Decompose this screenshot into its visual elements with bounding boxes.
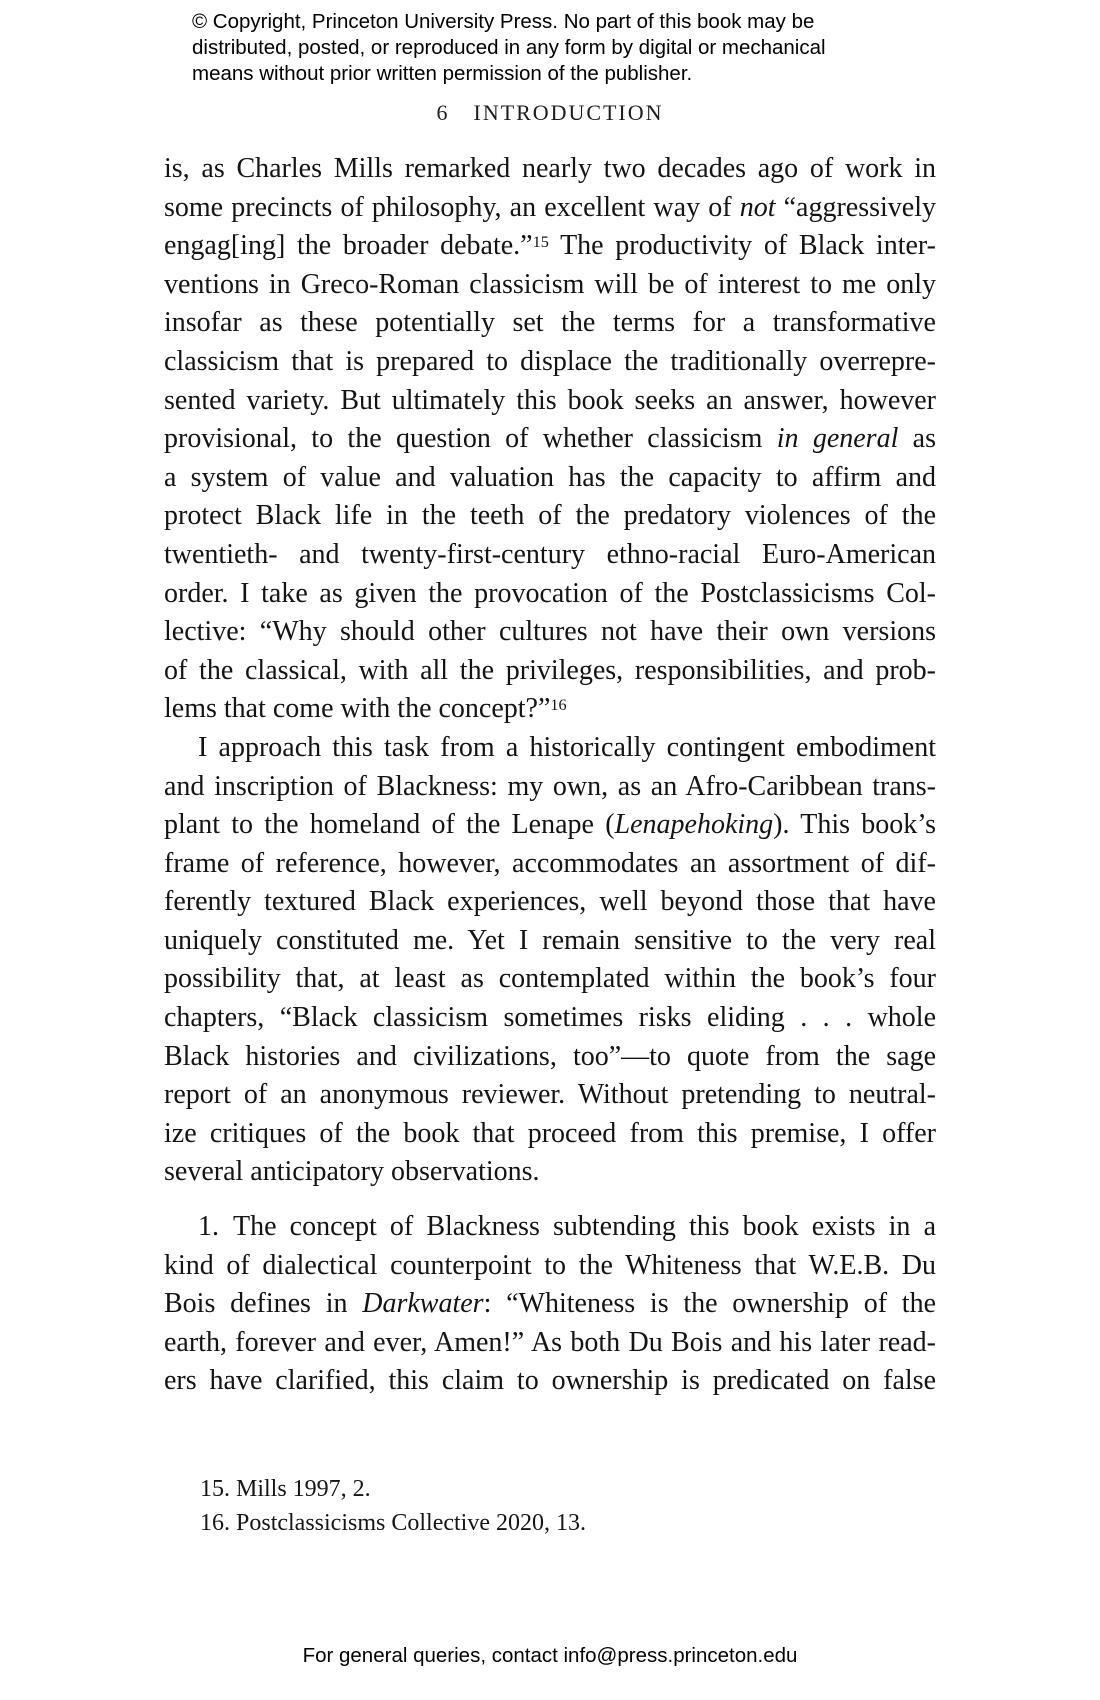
text-line xyxy=(164,536,936,575)
text-segment: chapters, “Black classicism sometimes risks eliding . . . whole xyxy=(164,1002,936,1034)
text-segment: I approach this task from a historically contingent embodiment xyxy=(198,731,936,763)
text-line xyxy=(164,1153,936,1192)
text-line xyxy=(164,845,936,884)
text-segment: Bois defines in xyxy=(164,1288,363,1320)
text-line xyxy=(164,189,936,228)
text-segment: ize critiques of the book that proceed from this premise, I offer xyxy=(164,1117,936,1149)
text-segment: insofar as these potentially set the terms for a transformative xyxy=(164,307,936,339)
text-line xyxy=(164,1324,936,1363)
body-text xyxy=(164,150,936,1401)
paragraph xyxy=(164,729,936,1192)
text-line xyxy=(164,227,936,266)
text-line xyxy=(164,960,936,999)
text-segment: frame of reference, however, accommodates an assortment of dif- xyxy=(164,847,936,879)
copyright-line: means without prior written permission of the publisher. xyxy=(192,61,693,85)
text-segment: several anticipatory observations. xyxy=(164,1156,540,1188)
footnote-marker: 15 xyxy=(532,232,549,251)
text-segment: order. I take as given the provocation of the Postclassicisms Col- xyxy=(164,577,936,609)
paragraph xyxy=(164,150,936,729)
text-segment: and inscription of Blackness: my own, as an Afro-Caribbean trans- xyxy=(164,770,936,802)
italic-text: Darkwater xyxy=(362,1288,484,1320)
text-segment: possibility that, at least as contemplated within the book’s four xyxy=(164,963,936,995)
text-line xyxy=(164,999,936,1038)
text-segment: uniquely constituted me. Yet I remain sensitive to the very real xyxy=(164,924,936,956)
text-line xyxy=(164,304,936,343)
text-segment: report of an anonymous reviewer. Without pretending to neutral- xyxy=(164,1079,936,1111)
text-segment: of the classical, with all the privileges, responsibilities, and prob- xyxy=(164,654,936,686)
text-line xyxy=(164,883,936,922)
text-segment: protect Black life in the teeth of the predatory violences of the xyxy=(164,500,936,532)
text-line xyxy=(164,652,936,691)
text-line xyxy=(164,1247,936,1286)
text-line xyxy=(164,806,936,845)
text-line xyxy=(164,459,936,498)
text-line xyxy=(164,382,936,421)
text-segment: twentieth- and twenty-first-century ethno-racial Euro-American xyxy=(164,538,936,570)
text-segment: 1. The concept of Blackness subtending this book exists in a xyxy=(198,1211,936,1243)
text-segment: lems that come with the concept?” xyxy=(164,693,551,725)
text-line xyxy=(164,729,936,768)
text-line xyxy=(164,1285,936,1324)
italic-text: Lenapehoking xyxy=(614,809,774,841)
text-line xyxy=(164,420,936,459)
copyright-line: © Copyright, Princeton University Press. No part of this book may be xyxy=(192,10,815,33)
text-segment: Black histories and civilizations, too”—to quote from the sage xyxy=(164,1040,936,1072)
text-segment: is, as Charles Mills remarked nearly two decades ago of work in xyxy=(164,153,936,184)
text-line xyxy=(164,1362,936,1401)
text-segment: some precincts of philosophy, an excellent way of xyxy=(164,191,740,223)
text-line xyxy=(164,150,936,189)
footnote-line: 15. Mills 1997, 2. xyxy=(200,1476,371,1502)
text-segment: ers have clarified, this claim to ownership is predicated on false xyxy=(164,1365,936,1397)
text-segment: sented variety. But ultimately this book seeks an answer, however xyxy=(164,384,936,416)
footnotes xyxy=(200,1472,900,1540)
text-segment: a system of value and valuation has the capacity to affirm and xyxy=(164,461,936,493)
text-segment: classicism that is prepared to displace the traditionally overrepre- xyxy=(164,345,936,377)
text-line xyxy=(164,1208,936,1247)
text-segment: plant to the homeland of the Lenape ( xyxy=(164,809,615,841)
page-number: 6 xyxy=(436,100,448,125)
italic-text: in general xyxy=(776,423,899,455)
copyright-line: distributed, posted, or reproduced in any form by digital or mechanical xyxy=(192,35,826,59)
text-segment: ventions in Greco-Roman classicism will be of interest to me only xyxy=(164,268,936,300)
text-segment: lective: “Why should other cultures not have their own versions xyxy=(164,616,936,648)
text-line xyxy=(164,1115,936,1154)
text-line xyxy=(164,266,936,305)
text-line xyxy=(164,1038,936,1077)
text-segment: “aggressively xyxy=(775,191,936,223)
text-line xyxy=(164,575,936,614)
text-line xyxy=(164,922,936,961)
text-line xyxy=(164,1076,936,1115)
text-segment: The productivity of Black inter- xyxy=(548,230,937,262)
footnote-marker: 16 xyxy=(550,696,567,715)
italic-text: not xyxy=(739,191,776,223)
running-head xyxy=(164,100,936,126)
running-head-title: INTRODUCTION xyxy=(473,100,664,125)
footnote-line: 16. Postclassicisms Collective 2020, 13. xyxy=(200,1510,586,1536)
text-line xyxy=(164,768,936,807)
text-segment: engag[ing] the broader debate.” xyxy=(164,230,533,262)
text-line xyxy=(164,613,936,652)
text-line xyxy=(164,343,936,382)
text-segment: earth, forever and ever, Amen!” As both Du Bois and his later read- xyxy=(164,1326,936,1358)
text-segment: as xyxy=(898,423,937,455)
text-segment: provisional, to the question of whether classicism xyxy=(164,423,777,455)
text-segment: : “Whiteness is the ownership of the xyxy=(483,1288,936,1320)
text-segment: ). This book’s xyxy=(773,809,936,841)
copyright-notice xyxy=(192,9,932,86)
text-line xyxy=(164,497,936,536)
footer-contact: For general queries, contact info@press.princeton.edu xyxy=(302,1644,798,1667)
paragraph xyxy=(164,1208,936,1401)
text-line xyxy=(164,690,936,729)
text-segment: kind of dialectical counterpoint to the Whiteness that W.E.B. Du xyxy=(164,1249,936,1281)
text-segment: ferently textured Black experiences, well beyond those that have xyxy=(164,886,936,918)
